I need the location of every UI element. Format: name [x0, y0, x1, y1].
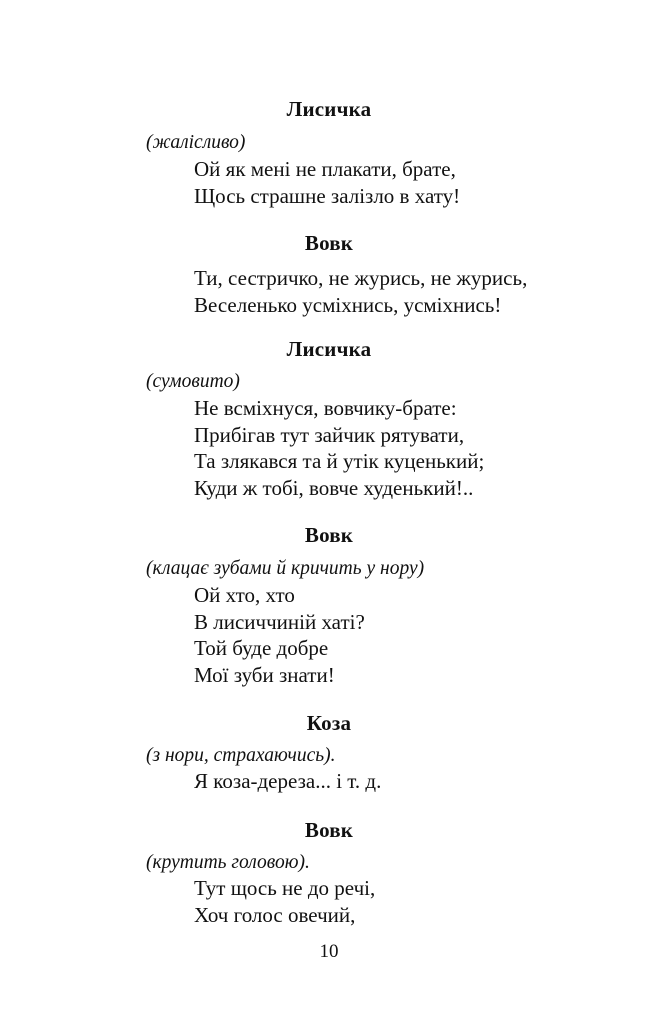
verse-lines [194, 395, 484, 501]
verse-line: Куди ж тобі, вовче худенький!.. [194, 475, 474, 500]
verse-line: Хоч голос овечий, [194, 902, 356, 927]
verse-line: Ой як мені не плакати, брате, [194, 157, 456, 181]
stage-direction: (жалісливо) [146, 132, 246, 153]
verse-lines [194, 582, 365, 688]
verse-line: Щось страшне залізло в хату! [194, 183, 461, 208]
speaker-name: Вовк [304, 231, 354, 255]
page-number: 10 [319, 941, 339, 962]
speaker-name: Вовк [304, 818, 354, 842]
verse-line: Мої зуби знати! [194, 662, 335, 687]
stage-direction: (сумовито) [146, 371, 240, 392]
verse-line: Ой хто, хто [194, 583, 295, 607]
verse-line: Ти, сестричко, не журись, не журись, [194, 266, 528, 290]
verse-line: Той буде добре [194, 636, 329, 660]
verse-line: Не всміхнуся, вовчику-брате: [194, 396, 457, 420]
speaker-name: Вовк [304, 523, 354, 547]
verse-lines [194, 265, 527, 318]
verse-lines [194, 156, 460, 209]
verse-line: Та злякався та й утік куценький; [194, 449, 485, 473]
stage-direction: (клацає зубами й кричить у нору) [146, 558, 425, 579]
verse-line: В лисиччиній хаті? [194, 609, 365, 634]
verse-line: Я коза-дереза... і т. д. [194, 769, 382, 793]
verse-line: Веселенько усміхнись, усміхнись! [194, 292, 502, 317]
speaker-name: Лисичка [286, 97, 372, 121]
verse-line: Тут щось не до речі, [194, 876, 376, 900]
verse-line: Прибігав тут зайчик рятувати, [194, 422, 465, 447]
stage-direction: (крутить головою). [146, 852, 310, 873]
speaker-name: Коза [306, 711, 352, 735]
verse-lines [194, 768, 381, 795]
verse-lines [194, 875, 375, 928]
speaker-name: Лисичка [286, 337, 372, 361]
stage-direction: (з нори, страхаючись). [146, 745, 336, 766]
